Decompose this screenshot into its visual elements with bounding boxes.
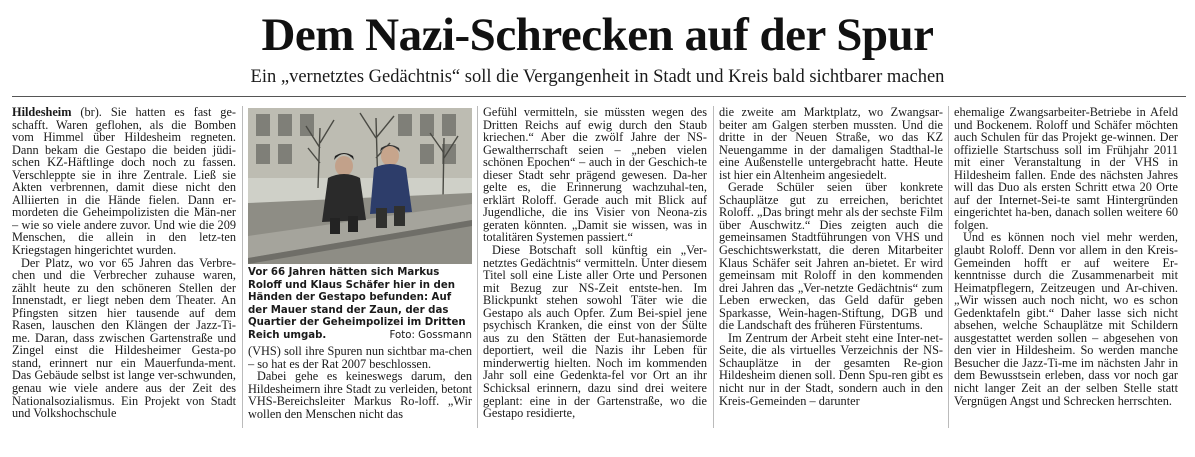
- column-divider: [948, 106, 949, 428]
- col5-paragraph: ehemalige Zwangsarbeiter-Betriebe in Afeld und Bockenem. Roloff und Schäfer möchten auch Schulen für das Projekt ge-winnen. Der offizielle Startschuss soll im Frühjahr 2011 mit einer Veranstaltung in der VHS in Hildesheim fallen. Ende des nächsten Jahres will das Duo als ersten Schritt etwa 20 Orte auf der Internet-Sei-te samt Hintergründen eingerichtet ha-ben, danach sollen weitere 60 folgen.: [954, 106, 1178, 232]
- column-1: [12, 106, 236, 442]
- column-divider: [477, 106, 478, 428]
- column-5: [954, 106, 1178, 442]
- column-3: [483, 106, 707, 442]
- subheadline: Ein „vernetztes Gedächtnis“ soll die Vergangenheit in Stadt und Kreis bald sichtbarer machen: [250, 67, 945, 87]
- col2-paragraph: Dabei gehe es keineswegs darum, den Hildesheimern ihre Stadt zu verleiden, betont VHS-Bereichsleiter Markus Ro-loff. „Wir wollen den Menschen nicht das: [248, 369, 472, 421]
- dateline: Hildesheim: [12, 106, 72, 119]
- col1-text-1: (br). Sie hatten es fast ge-schafft. Waren geflohen, als die Bomben vom Himmel über Hildesheim regneten. Dann bekam die Gestapo die beiden jüdi-schen KZ-Häftlinge doch noch zu fassen. Verschleppte sie in ihre Zentrale. Ließ sie Akten verbrennen, damit diese nicht den Alliierten in die Hände fielen. Dann er-mordeten die Geheimpolizisten die Män-ner – wie so viele andere zuvor. Und wie die 209 Menschen, die allein in den letz-ten Kriegstagen hingerichtet wurden.: [12, 106, 236, 258]
- headline: Dem Nazi-Schrecken auf der Spur: [261, 9, 934, 61]
- column-4: [719, 106, 943, 442]
- photo-credit: Foto: Gossmann: [389, 329, 472, 341]
- col5-paragraph: Und es können noch viel mehr werden, glaubt Roloff. Denn vor allem in den Kreis-Gemeinden hofft er auf weitere Er-kenntnisse durch die Zusammenarbeit mit Heimatpflegern, Zeitzeugen und Ar-chiven. „Wir wissen auch noch nicht, wo es schon Gedenktafeln gibt.“ Daher lasse sich nicht absehen, welche Schauplätze mit Schildern ausgestattet werden sollen – abgesehen von den vier in Hildesheim. So werden manche Besucher die Jazz-Ti-me im nächsten Jahr in dem Bewusstsein erleben, dass vor noch gar nicht langer Zeit an der selben Stelle statt Vergnügen Angst und Schrecken herrschten.: [954, 230, 1178, 408]
- col4-paragraph: Im Zentrum der Arbeit steht eine Inter-net-Seite, die als virtuelles Verzeichnis der NS-Schauplätze in der gesamten Re-gion Hildesheim dienen soll. Denn Spu-ren gibt es nicht nur in der Stadt, sondern auch in den Kreis-Gemeinden – darunter: [719, 330, 943, 408]
- col1-paragraph: Der Platz, wo vor 65 Jahren das Verbre-chen und die Verbrecher zuhause waren, zählt heute zu den schöneren Stellen der Innenstadt, er liegt neben dem Theater. An Pfingsten sitzen hier tausende auf dem Rasen, lauschen den Klängen der Jazz-Ti-me. Daran, dass zwischen Gartenstraße und Zingel einst die Hildesheimer Gesta-po stand, erinnert nur ein Mauerfundа-ment. Das Gebäude selbst ist lange ver-schwunden, genau wie viele andere aus der Zeit des Nationalsozialismus. Ein Projekt von Stadt und Volkshochschule: [12, 255, 236, 421]
- col3-paragraph: Diese Botschaft soll künftig ein „Ver-netztes Gedächtnis“ vermitteln. Unter diesem Titel soll eine Liste aller Orte und Personen mit Bezug zur NS-Zeit entste-hen. Im Blickpunkt stehen sowohl Täter wie die Gestapo als auch Opfer. Zum Bei-spiel jene psychisch Kranken, die einst von der Sülte aus zu den Stätten der Eut-hanasiemorde deportiert, weil die Nazis ihr Leben für minderwertig hielten. Noch im kommenden Jahr soll eine Gedenktа-fel vor Ort an ihr Schicksal erinnern, dazu sind drei weitere geplant: eine in der Gartenstraße, wo die Gestapo residierte,: [483, 243, 707, 421]
- col3-paragraph: Gefühl vermitteln, sie müssten wegen des Dritten Reichs auf ewig durch den Staub kriechen.“ Aber die zwölf Jahre der NS-Gewaltherrschaft seien – „neben vielen schönen Epochen“ – auch in der Geschich-te dieser Stadt sehr prägend gewesen. Da-her gelte es, die Erinnerung wachzuhal-ten, erklärt Roloff. Gerade auch mit Blick auf Jugendliche, die ins Visier von Neona-zis geraten könnten. „Damit sie wissen, was in totalitären Systemen passiert.“: [483, 106, 707, 245]
- col1-paragraph: [12, 106, 236, 257]
- photo-caption: [248, 267, 472, 343]
- photo-illustration: [248, 108, 472, 264]
- column-2-text: [248, 345, 472, 442]
- article-photo: [248, 108, 472, 264]
- caption-text: Vor 66 Jahren hätten sich Markus Roloff und Klaus Schäfer hier in den Händen der Gestapo befunden: Auf der Mauer stand der Zaun, der das Quartier der Geheimpolizei im Dritten Reich umgab.: [248, 267, 466, 341]
- column-divider: [242, 106, 243, 428]
- header-rule: [12, 96, 1186, 97]
- col2-paragraph: (VHS) soll ihre Spuren nun sichtbar ma-chen – so hat es der Rat 2007 beschlossen.: [248, 345, 472, 371]
- column-divider: [713, 106, 714, 428]
- col4-paragraph: die zweite am Marktplatz, wo Zwangsar-beiter am Galgen sterben mussten. Und die dritte in der Neuen Straße, wo das KZ Neuengamme in der damaligen Stadthal-le eine Außenstelle untergebracht hatte. Heute ist hier ein Altenheim angesiedelt.: [719, 106, 943, 182]
- col4-paragraph: Gerade Schüler seien über konkrete Schauplätze gut zu erreichen, berichtet Roloff. „Das bringt mehr als der sechste Film über Auschwitz.“ Dies zeigten auch die gemeinsamen Stadtführungen von VHS und Geschichtswerkstatt, die deren Mitarbeiter Klaus Schäfer seit Jahren an-bietet. Er wird gemeinsam mit Roloff in den kommenden drei Jahren das „Ver-netzte Gedächtnis“ zum Leben erwecken, das Geld dafür geben Sparkasse, Wein-hagen-Stiftung, DGB und die Landschaft des früheren Fürstentums.: [719, 180, 943, 333]
